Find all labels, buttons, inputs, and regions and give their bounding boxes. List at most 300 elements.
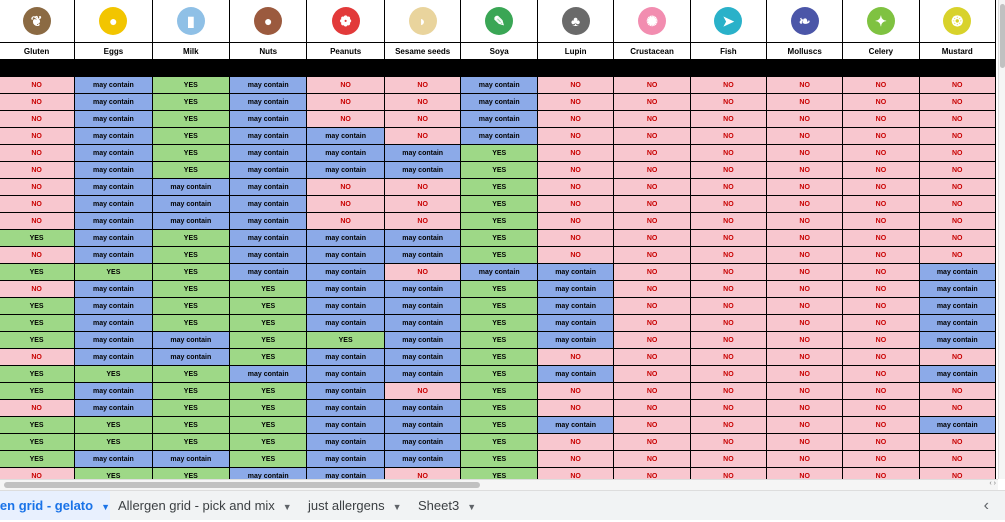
icon-cell-molluscs[interactable] (767, 0, 843, 43)
allergen-cell-sesame-seeds[interactable]: may contain (384, 281, 461, 298)
allergen-cell-crustacean[interactable]: NO (614, 111, 690, 128)
allergen-cell-nuts[interactable]: may contain (230, 162, 307, 179)
allergen-cell-crustacean[interactable]: NO (614, 468, 690, 480)
allergen-cell-nuts[interactable]: may contain (230, 111, 307, 128)
allergen-cell-peanuts[interactable]: NO (307, 213, 384, 230)
allergen-cell-crustacean[interactable]: NO (614, 451, 690, 468)
allergen-cell-peanuts[interactable]: may contain (307, 468, 384, 480)
allergen-cell-sesame-seeds[interactable]: NO (384, 77, 461, 94)
allergen-cell-eggs[interactable]: may contain (75, 349, 152, 366)
allergen-cell-lupin[interactable]: NO (537, 94, 613, 111)
allergen-cell-nuts[interactable]: may contain (230, 94, 307, 111)
allergen-cell-nuts[interactable]: may contain (230, 247, 307, 264)
allergen-cell-milk[interactable]: YES (152, 128, 229, 145)
allergen-cell-mustard[interactable]: NO (919, 179, 995, 196)
allergen-cell-sesame-seeds[interactable]: NO (384, 264, 461, 281)
allergen-cell-milk[interactable]: YES (152, 230, 229, 247)
column-header-fish[interactable]: Fish (690, 43, 766, 60)
sheet-tab-en-grid-gelato[interactable] (0, 491, 110, 520)
chevron-down-icon[interactable]: ▼ (392, 502, 402, 512)
allergen-cell-fish[interactable]: NO (690, 315, 766, 332)
allergen-cell-gluten[interactable]: YES (0, 434, 75, 451)
allergen-cell-soya[interactable]: may contain (461, 264, 537, 281)
allergen-cell-crustacean[interactable]: NO (614, 298, 690, 315)
icon-cell-fish[interactable] (690, 0, 766, 43)
allergen-cell-crustacean[interactable]: NO (614, 281, 690, 298)
icon-cell-soya[interactable] (461, 0, 537, 43)
allergen-cell-crustacean[interactable]: NO (614, 128, 690, 145)
allergen-cell-molluscs[interactable]: NO (767, 94, 843, 111)
allergen-cell-gluten[interactable]: YES (0, 332, 75, 349)
allergen-cell-celery[interactable]: NO (843, 332, 919, 349)
allergen-cell-lupin[interactable]: may contain (537, 366, 613, 383)
allergen-cell-eggs[interactable]: may contain (75, 230, 152, 247)
icon-cell-eggs[interactable] (75, 0, 152, 43)
allergen-cell-lupin[interactable]: NO (537, 179, 613, 196)
allergen-cell-molluscs[interactable]: NO (767, 230, 843, 247)
allergen-cell-crustacean[interactable]: NO (614, 162, 690, 179)
allergen-cell-peanuts[interactable]: may contain (307, 451, 384, 468)
allergen-cell-crustacean[interactable]: NO (614, 145, 690, 162)
allergen-cell-molluscs[interactable]: NO (767, 128, 843, 145)
allergen-cell-celery[interactable]: NO (843, 111, 919, 128)
allergen-cell-gluten[interactable]: NO (0, 281, 75, 298)
allergen-cell-crustacean[interactable]: NO (614, 332, 690, 349)
allergen-cell-fish[interactable]: NO (690, 400, 766, 417)
chevron-down-icon[interactable]: ▼ (467, 502, 477, 512)
allergen-cell-sesame-seeds[interactable]: may contain (384, 298, 461, 315)
allergen-cell-eggs[interactable]: may contain (75, 281, 152, 298)
allergen-cell-crustacean[interactable]: NO (614, 400, 690, 417)
allergen-cell-soya[interactable]: YES (461, 366, 537, 383)
allergen-cell-peanuts[interactable]: NO (307, 77, 384, 94)
allergen-cell-fish[interactable]: NO (690, 417, 766, 434)
allergen-cell-eggs[interactable]: may contain (75, 196, 152, 213)
allergen-cell-peanuts[interactable]: NO (307, 94, 384, 111)
allergen-cell-molluscs[interactable]: NO (767, 417, 843, 434)
allergen-cell-celery[interactable]: NO (843, 179, 919, 196)
allergen-cell-nuts[interactable]: YES (230, 434, 307, 451)
column-header-eggs[interactable]: Eggs (75, 43, 152, 60)
allergen-cell-molluscs[interactable]: NO (767, 349, 843, 366)
chevron-down-icon[interactable]: ▼ (282, 502, 292, 512)
sheet-tab-sheet3[interactable] (418, 491, 484, 520)
allergen-cell-lupin[interactable]: may contain (537, 298, 613, 315)
allergen-cell-peanuts[interactable]: may contain (307, 247, 384, 264)
allergen-cell-gluten[interactable]: NO (0, 213, 75, 230)
allergen-cell-soya[interactable]: YES (461, 349, 537, 366)
allergen-cell-soya[interactable]: YES (461, 417, 537, 434)
icon-cell-crustacean[interactable] (614, 0, 690, 43)
allergen-cell-soya[interactable]: YES (461, 281, 537, 298)
allergen-cell-gluten[interactable]: YES (0, 315, 75, 332)
allergen-cell-gluten[interactable]: YES (0, 451, 75, 468)
allergen-cell-sesame-seeds[interactable]: may contain (384, 451, 461, 468)
allergen-cell-peanuts[interactable]: NO (307, 111, 384, 128)
allergen-cell-eggs[interactable]: may contain (75, 179, 152, 196)
allergen-cell-milk[interactable]: may contain (152, 451, 229, 468)
allergen-cell-eggs[interactable]: may contain (75, 400, 152, 417)
allergen-cell-molluscs[interactable]: NO (767, 298, 843, 315)
allergen-cell-milk[interactable]: YES (152, 417, 229, 434)
allergen-cell-soya[interactable]: may contain (461, 128, 537, 145)
allergen-cell-soya[interactable]: YES (461, 196, 537, 213)
icon-cell-gluten[interactable] (0, 0, 75, 43)
allergen-cell-nuts[interactable]: may contain (230, 213, 307, 230)
allergen-cell-molluscs[interactable]: NO (767, 366, 843, 383)
allergen-cell-gluten[interactable]: NO (0, 349, 75, 366)
separator-cell[interactable] (461, 60, 537, 77)
allergen-cell-sesame-seeds[interactable]: NO (384, 213, 461, 230)
allergen-cell-eggs[interactable]: may contain (75, 383, 152, 400)
allergen-cell-sesame-seeds[interactable]: may contain (384, 400, 461, 417)
allergen-cell-celery[interactable]: NO (843, 162, 919, 179)
allergen-cell-soya[interactable]: YES (461, 400, 537, 417)
allergen-cell-fish[interactable]: NO (690, 77, 766, 94)
allergen-cell-molluscs[interactable]: NO (767, 213, 843, 230)
allergen-cell-lupin[interactable]: NO (537, 111, 613, 128)
allergen-cell-fish[interactable]: NO (690, 162, 766, 179)
allergen-cell-celery[interactable]: NO (843, 230, 919, 247)
allergen-cell-sesame-seeds[interactable]: may contain (384, 315, 461, 332)
separator-cell[interactable] (690, 60, 766, 77)
allergen-cell-soya[interactable]: may contain (461, 77, 537, 94)
allergen-cell-nuts[interactable]: YES (230, 417, 307, 434)
column-header-soya[interactable]: Soya (461, 43, 537, 60)
allergen-cell-fish[interactable]: NO (690, 111, 766, 128)
allergen-cell-milk[interactable]: YES (152, 264, 229, 281)
allergen-cell-mustard[interactable]: NO (919, 247, 995, 264)
allergen-cell-lupin[interactable]: may contain (537, 332, 613, 349)
allergen-cell-peanuts[interactable]: may contain (307, 434, 384, 451)
allergen-cell-eggs[interactable]: YES (75, 417, 152, 434)
allergen-cell-gluten[interactable]: NO (0, 162, 75, 179)
allergen-cell-celery[interactable]: NO (843, 400, 919, 417)
separator-cell[interactable] (767, 60, 843, 77)
allergen-cell-sesame-seeds[interactable]: may contain (384, 332, 461, 349)
allergen-cell-eggs[interactable]: may contain (75, 315, 152, 332)
allergen-cell-fish[interactable]: NO (690, 451, 766, 468)
separator-cell[interactable] (384, 60, 461, 77)
allergen-cell-lupin[interactable]: NO (537, 383, 613, 400)
allergen-cell-sesame-seeds[interactable]: NO (384, 196, 461, 213)
allergen-cell-mustard[interactable]: NO (919, 451, 995, 468)
allergen-cell-gluten[interactable]: NO (0, 179, 75, 196)
allergen-cell-milk[interactable]: may contain (152, 332, 229, 349)
chevron-down-icon[interactable]: ▼ (101, 502, 110, 512)
allergen-cell-sesame-seeds[interactable]: may contain (384, 417, 461, 434)
allergen-cell-nuts[interactable]: may contain (230, 179, 307, 196)
allergen-cell-gluten[interactable]: YES (0, 298, 75, 315)
allergen-cell-celery[interactable]: NO (843, 247, 919, 264)
allergen-cell-soya[interactable]: YES (461, 383, 537, 400)
allergen-cell-soya[interactable]: YES (461, 434, 537, 451)
allergen-cell-celery[interactable]: NO (843, 468, 919, 480)
allergen-cell-gluten[interactable]: NO (0, 77, 75, 94)
allergen-cell-eggs[interactable]: may contain (75, 111, 152, 128)
allergen-cell-eggs[interactable]: may contain (75, 145, 152, 162)
allergen-cell-lupin[interactable]: NO (537, 434, 613, 451)
horizontal-scrollbar-thumb[interactable] (4, 482, 480, 488)
allergen-cell-lupin[interactable]: NO (537, 468, 613, 480)
allergen-cell-milk[interactable]: YES (152, 383, 229, 400)
allergen-cell-crustacean[interactable]: NO (614, 230, 690, 247)
allergen-cell-peanuts[interactable]: may contain (307, 230, 384, 247)
allergen-cell-nuts[interactable]: may contain (230, 196, 307, 213)
allergen-cell-celery[interactable]: NO (843, 298, 919, 315)
allergen-cell-mustard[interactable]: NO (919, 383, 995, 400)
allergen-cell-gluten[interactable]: NO (0, 196, 75, 213)
allergen-cell-mustard[interactable]: NO (919, 94, 995, 111)
vertical-scrollbar-thumb[interactable] (1000, 4, 1005, 68)
allergen-cell-milk[interactable]: YES (152, 281, 229, 298)
allergen-cell-milk[interactable]: may contain (152, 196, 229, 213)
allergen-cell-fish[interactable]: NO (690, 366, 766, 383)
allergen-cell-sesame-seeds[interactable]: may contain (384, 349, 461, 366)
allergen-cell-celery[interactable]: NO (843, 145, 919, 162)
separator-cell[interactable] (614, 60, 690, 77)
allergen-cell-gluten[interactable]: YES (0, 383, 75, 400)
allergen-cell-celery[interactable]: NO (843, 434, 919, 451)
icon-cell-celery[interactable] (843, 0, 919, 43)
allergen-cell-soya[interactable]: YES (461, 332, 537, 349)
allergen-cell-eggs[interactable]: may contain (75, 247, 152, 264)
icon-cell-milk[interactable] (152, 0, 229, 43)
allergen-cell-milk[interactable]: YES (152, 111, 229, 128)
allergen-cell-fish[interactable]: NO (690, 94, 766, 111)
column-header-lupin[interactable]: Lupin (537, 43, 613, 60)
allergen-cell-peanuts[interactable]: may contain (307, 349, 384, 366)
allergen-cell-nuts[interactable]: YES (230, 281, 307, 298)
allergen-cell-nuts[interactable]: may contain (230, 128, 307, 145)
allergen-cell-peanuts[interactable]: may contain (307, 298, 384, 315)
separator-cell[interactable] (75, 60, 152, 77)
sheet-tab-just-allergens[interactable] (308, 491, 412, 520)
allergen-cell-lupin[interactable]: may contain (537, 264, 613, 281)
allergen-cell-lupin[interactable]: may contain (537, 281, 613, 298)
allergen-cell-milk[interactable]: may contain (152, 349, 229, 366)
allergen-cell-gluten[interactable]: YES (0, 264, 75, 281)
allergen-cell-soya[interactable]: YES (461, 145, 537, 162)
separator-cell[interactable] (307, 60, 384, 77)
allergen-cell-milk[interactable]: may contain (152, 213, 229, 230)
allergen-cell-nuts[interactable]: may contain (230, 230, 307, 247)
allergen-cell-milk[interactable]: YES (152, 315, 229, 332)
allergen-cell-mustard[interactable]: may contain (919, 366, 995, 383)
allergen-cell-celery[interactable]: NO (843, 349, 919, 366)
allergen-cell-molluscs[interactable]: NO (767, 281, 843, 298)
allergen-cell-peanuts[interactable]: may contain (307, 315, 384, 332)
allergen-cell-peanuts[interactable]: may contain (307, 145, 384, 162)
allergen-cell-peanuts[interactable]: NO (307, 179, 384, 196)
allergen-cell-soya[interactable]: YES (461, 179, 537, 196)
chevron-left-icon[interactable]: ‹ (983, 497, 989, 514)
allergen-cell-milk[interactable]: YES (152, 77, 229, 94)
allergen-cell-fish[interactable]: NO (690, 247, 766, 264)
allergen-cell-molluscs[interactable]: NO (767, 247, 843, 264)
allergen-cell-milk[interactable]: YES (152, 366, 229, 383)
allergen-cell-mustard[interactable]: NO (919, 213, 995, 230)
allergen-cell-nuts[interactable]: YES (230, 383, 307, 400)
allergen-cell-molluscs[interactable]: NO (767, 196, 843, 213)
allergen-cell-sesame-seeds[interactable]: may contain (384, 434, 461, 451)
allergen-cell-soya[interactable]: may contain (461, 111, 537, 128)
allergen-cell-crustacean[interactable]: NO (614, 213, 690, 230)
allergen-cell-eggs[interactable]: may contain (75, 213, 152, 230)
separator-cell[interactable] (537, 60, 613, 77)
allergen-cell-eggs[interactable]: may contain (75, 162, 152, 179)
allergen-cell-crustacean[interactable]: NO (614, 349, 690, 366)
allergen-cell-mustard[interactable]: NO (919, 230, 995, 247)
allergen-cell-mustard[interactable]: may contain (919, 298, 995, 315)
allergen-cell-crustacean[interactable]: NO (614, 366, 690, 383)
horizontal-scroll-arrows[interactable]: ‹ › (989, 480, 996, 487)
allergen-cell-gluten[interactable]: NO (0, 247, 75, 264)
separator-cell[interactable] (843, 60, 919, 77)
allergen-cell-crustacean[interactable]: NO (614, 434, 690, 451)
horizontal-scrollbar[interactable] (0, 479, 998, 490)
allergen-cell-fish[interactable]: NO (690, 145, 766, 162)
allergen-cell-milk[interactable]: YES (152, 298, 229, 315)
allergen-cell-gluten[interactable]: NO (0, 111, 75, 128)
column-header-mustard[interactable]: Mustard (919, 43, 995, 60)
allergen-cell-lupin[interactable]: NO (537, 145, 613, 162)
allergen-cell-molluscs[interactable]: NO (767, 332, 843, 349)
allergen-cell-peanuts[interactable]: may contain (307, 162, 384, 179)
allergen-cell-sesame-seeds[interactable]: may contain (384, 247, 461, 264)
allergen-cell-lupin[interactable]: NO (537, 162, 613, 179)
allergen-cell-soya[interactable]: YES (461, 230, 537, 247)
allergen-cell-peanuts[interactable]: may contain (307, 264, 384, 281)
sheet-tab-allergen-grid-pick-and-mix[interactable] (118, 491, 298, 520)
allergen-cell-eggs[interactable]: may contain (75, 77, 152, 94)
allergen-cell-celery[interactable]: NO (843, 417, 919, 434)
allergen-cell-sesame-seeds[interactable]: may contain (384, 230, 461, 247)
allergen-cell-lupin[interactable]: may contain (537, 417, 613, 434)
allergen-cell-nuts[interactable]: may contain (230, 145, 307, 162)
allergen-cell-molluscs[interactable]: NO (767, 162, 843, 179)
allergen-cell-soya[interactable]: YES (461, 213, 537, 230)
allergen-cell-fish[interactable]: NO (690, 434, 766, 451)
allergen-cell-mustard[interactable]: may contain (919, 281, 995, 298)
allergen-cell-nuts[interactable]: YES (230, 315, 307, 332)
allergen-cell-fish[interactable]: NO (690, 468, 766, 480)
allergen-cell-mustard[interactable]: may contain (919, 264, 995, 281)
column-header-sesame-seeds[interactable]: Sesame seeds (384, 43, 461, 60)
allergen-cell-mustard[interactable]: NO (919, 349, 995, 366)
column-header-nuts[interactable]: Nuts (230, 43, 307, 60)
allergen-cell-sesame-seeds[interactable]: NO (384, 179, 461, 196)
allergen-cell-fish[interactable]: NO (690, 196, 766, 213)
allergen-cell-molluscs[interactable]: NO (767, 468, 843, 480)
allergen-cell-milk[interactable]: YES (152, 468, 229, 480)
icon-cell-peanuts[interactable] (307, 0, 384, 43)
allergen-cell-milk[interactable]: YES (152, 400, 229, 417)
allergen-cell-mustard[interactable]: NO (919, 468, 995, 480)
allergen-cell-soya[interactable]: YES (461, 298, 537, 315)
icon-cell-sesame-seeds[interactable] (384, 0, 461, 43)
allergen-cell-eggs[interactable]: may contain (75, 94, 152, 111)
allergen-cell-soya[interactable]: YES (461, 315, 537, 332)
column-header-milk[interactable]: Milk (152, 43, 229, 60)
allergen-cell-crustacean[interactable]: NO (614, 196, 690, 213)
icon-cell-nuts[interactable] (230, 0, 307, 43)
allergen-cell-celery[interactable]: NO (843, 383, 919, 400)
allergen-cell-eggs[interactable]: may contain (75, 332, 152, 349)
allergen-cell-molluscs[interactable]: NO (767, 400, 843, 417)
allergen-cell-celery[interactable]: NO (843, 315, 919, 332)
allergen-cell-celery[interactable]: NO (843, 264, 919, 281)
allergen-cell-lupin[interactable]: NO (537, 213, 613, 230)
allergen-cell-lupin[interactable]: NO (537, 128, 613, 145)
column-header-celery[interactable]: Celery (843, 43, 919, 60)
allergen-cell-fish[interactable]: NO (690, 349, 766, 366)
allergen-cell-lupin[interactable]: NO (537, 349, 613, 366)
allergen-cell-crustacean[interactable]: NO (614, 264, 690, 281)
allergen-cell-mustard[interactable]: NO (919, 128, 995, 145)
allergen-cell-peanuts[interactable]: may contain (307, 400, 384, 417)
allergen-cell-peanuts[interactable]: may contain (307, 281, 384, 298)
allergen-cell-sesame-seeds[interactable]: NO (384, 111, 461, 128)
allergen-cell-celery[interactable]: NO (843, 196, 919, 213)
allergen-cell-gluten[interactable]: NO (0, 468, 75, 480)
allergen-cell-lupin[interactable]: NO (537, 77, 613, 94)
allergen-cell-peanuts[interactable]: may contain (307, 366, 384, 383)
allergen-cell-peanuts[interactable]: may contain (307, 128, 384, 145)
allergen-cell-lupin[interactable]: NO (537, 247, 613, 264)
allergen-cell-mustard[interactable]: may contain (919, 315, 995, 332)
allergen-cell-fish[interactable]: NO (690, 230, 766, 247)
allergen-cell-lupin[interactable]: NO (537, 451, 613, 468)
allergen-cell-mustard[interactable]: NO (919, 434, 995, 451)
allergen-cell-lupin[interactable]: NO (537, 196, 613, 213)
allergen-cell-mustard[interactable]: may contain (919, 417, 995, 434)
allergen-cell-mustard[interactable]: NO (919, 162, 995, 179)
allergen-cell-celery[interactable]: NO (843, 128, 919, 145)
allergen-cell-molluscs[interactable]: NO (767, 434, 843, 451)
allergen-cell-nuts[interactable]: YES (230, 298, 307, 315)
allergen-cell-sesame-seeds[interactable]: may contain (384, 162, 461, 179)
allergen-cell-sesame-seeds[interactable]: may contain (384, 366, 461, 383)
allergen-cell-molluscs[interactable]: NO (767, 383, 843, 400)
allergen-cell-milk[interactable]: YES (152, 434, 229, 451)
allergen-cell-nuts[interactable]: YES (230, 400, 307, 417)
allergen-cell-crustacean[interactable]: NO (614, 315, 690, 332)
column-header-peanuts[interactable]: Peanuts (307, 43, 384, 60)
allergen-cell-sesame-seeds[interactable]: NO (384, 383, 461, 400)
allergen-cell-eggs[interactable]: YES (75, 264, 152, 281)
allergen-cell-molluscs[interactable]: NO (767, 77, 843, 94)
allergen-cell-nuts[interactable]: may contain (230, 366, 307, 383)
allergen-cell-gluten[interactable]: NO (0, 145, 75, 162)
allergen-cell-crustacean[interactable]: NO (614, 247, 690, 264)
allergen-cell-peanuts[interactable]: NO (307, 196, 384, 213)
allergen-cell-mustard[interactable]: NO (919, 77, 995, 94)
allergen-cell-sesame-seeds[interactable]: NO (384, 468, 461, 480)
allergen-cell-nuts[interactable]: may contain (230, 468, 307, 480)
allergen-cell-lupin[interactable]: may contain (537, 315, 613, 332)
allergen-cell-nuts[interactable]: YES (230, 349, 307, 366)
allergen-cell-celery[interactable]: NO (843, 213, 919, 230)
icon-cell-lupin[interactable] (537, 0, 613, 43)
allergen-cell-gluten[interactable]: NO (0, 128, 75, 145)
allergen-cell-nuts[interactable]: may contain (230, 264, 307, 281)
allergen-cell-gluten[interactable]: YES (0, 417, 75, 434)
allergen-cell-crustacean[interactable]: NO (614, 179, 690, 196)
allergen-cell-molluscs[interactable]: NO (767, 264, 843, 281)
allergen-cell-fish[interactable]: NO (690, 264, 766, 281)
allergen-cell-crustacean[interactable]: NO (614, 94, 690, 111)
